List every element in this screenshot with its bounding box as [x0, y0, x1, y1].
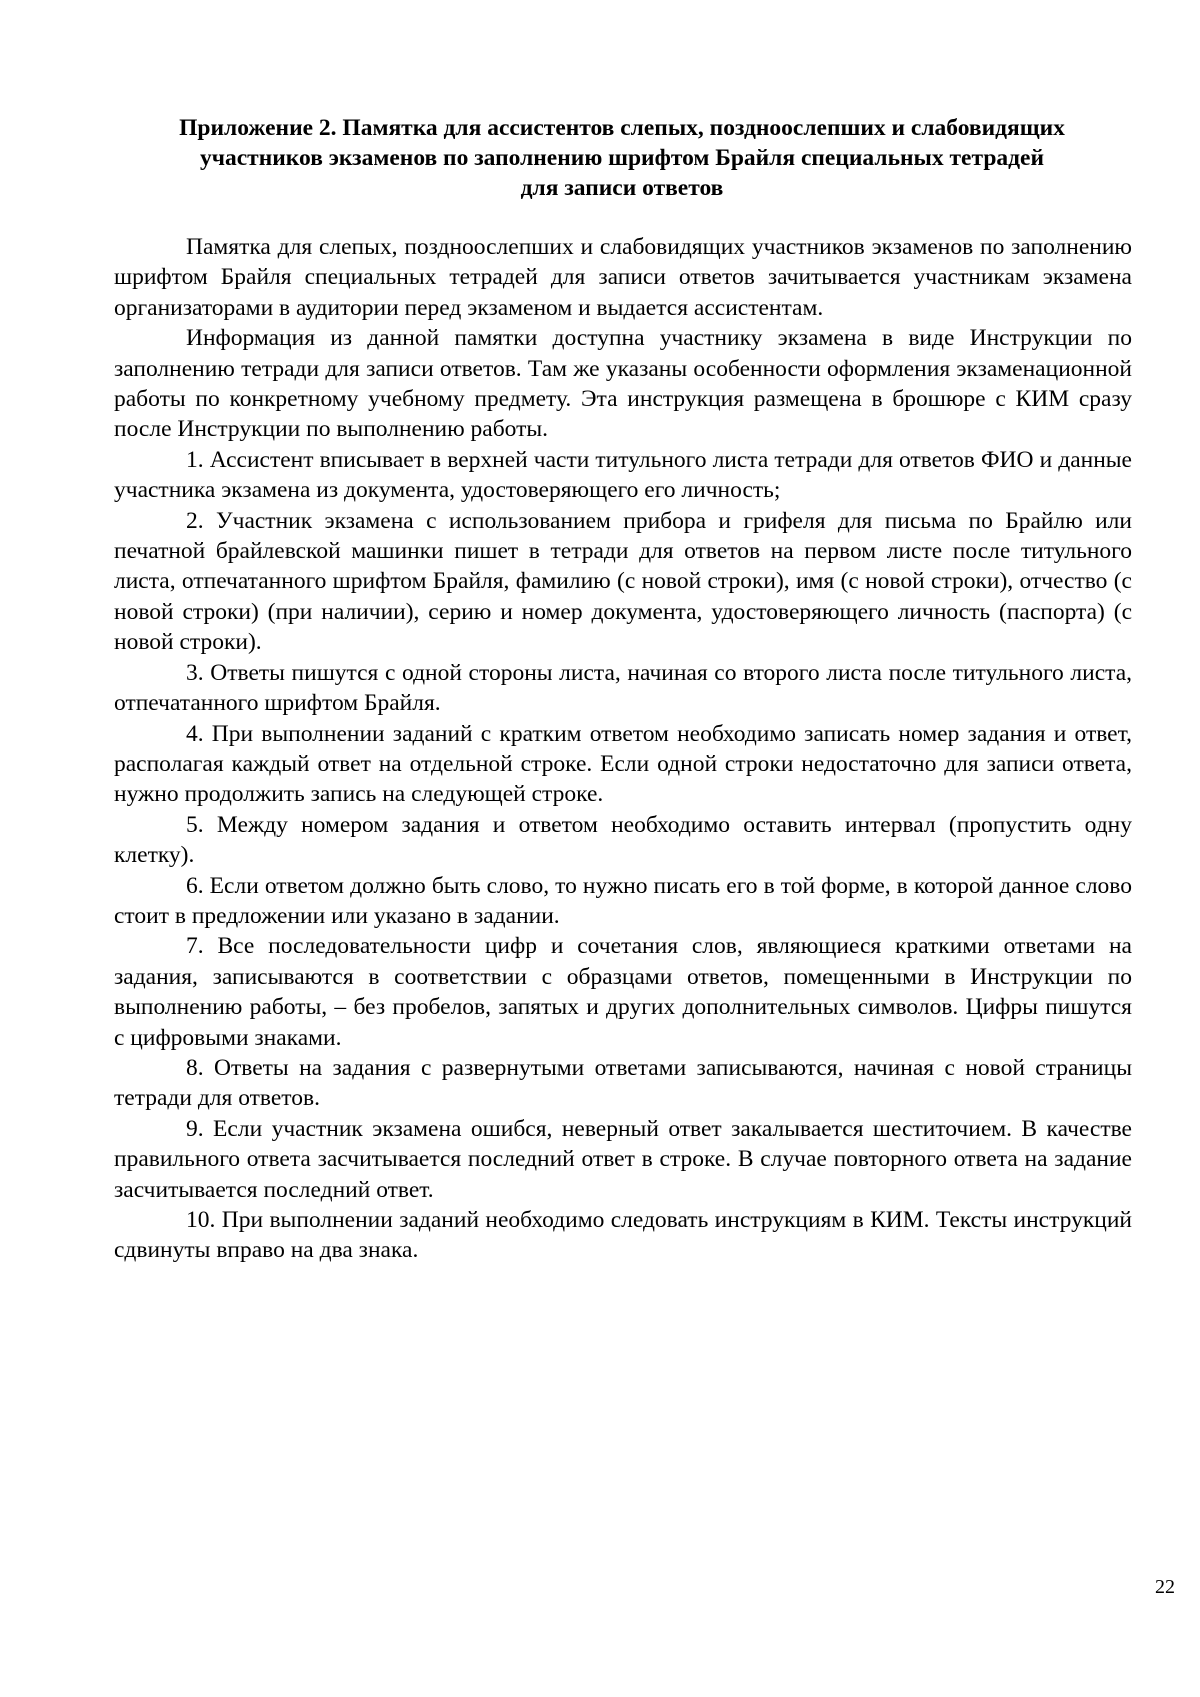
- instruction-item-8: 8. Ответы на задания с развернутыми ответами записываются, начиная с новой страницы тетради для ответов.: [114, 1054, 1132, 1112]
- document-body: [114, 232, 1132, 1266]
- page-number: 22: [1155, 1576, 1175, 1598]
- instruction-item-5: 5. Между номером задания и ответом необходимо оставить интервал (пропустить одну клетку).: [114, 811, 1132, 869]
- instruction-item-3: 3. Ответы пишутся с одной стороны листа, начиная со второго листа после титульного листа, отпечатанного шрифтом Брайля.: [114, 659, 1132, 717]
- title-line: участников экзаменов по заполнению шрифтом Брайля специальных тетрадей: [200, 145, 1044, 171]
- info-paragraph: Информация из данной памятки доступна участнику экзамена в виде Инструкции по заполнению тетради для записи ответов. Там же указаны особенности оформления экзаменационной работы по конкретному учебному предмету. Эта инструкция размещена в брошюре с КИМ сразу после Инструкции по выполнению работы.: [114, 325, 1132, 443]
- title-line: Приложение 2. Памятка для ассистентов слепых, поздноослепших и слабовидящих: [179, 115, 1065, 141]
- instruction-item-6: 6. Если ответом должно быть слово, то нужно писать его в той форме, в которой данное слово стоит в предложении или указано в задании.: [114, 872, 1132, 929]
- instruction-item-4: 4. При выполнении заданий с кратким ответом необходимо записать номер задания и ответ, располагая каждый ответ на отдельной строке. Если одной строки недостаточно для записи ответа, нужно продолжить запись на следующей строке.: [114, 720, 1132, 808]
- instruction-item-10: 10. При выполнении заданий необходимо следовать инструкциям в КИМ. Тексты инструкций сдвинуты вправо на два знака.: [114, 1207, 1132, 1264]
- instruction-item-7: 7. Все последовательности цифр и сочетания слов, являющиеся краткими ответами на задания, записываются в соответствии с образцами ответов, помещенными в Инструкции по выполнению работы, – без пробелов, запятых и других дополнительных символов. Цифры пишутся с цифровыми знаками.: [114, 933, 1132, 1051]
- document-title: [112, 113, 1132, 203]
- title-line: для записи ответов: [520, 175, 724, 201]
- instruction-item-9: 9. Если участник экзамена ошибся, неверный ответ закалывается шеститочием. В качестве правильного ответа засчитывается последний ответ в строке. В случае повторного ответа на задание засчитывается последний ответ.: [114, 1115, 1132, 1203]
- intro-paragraph: Памятка для слепых, поздноослепших и слабовидящих участников экзаменов по заполнению шрифтом Брайля специальных тетрадей для записи ответов зачитывается участникам экзамена организаторами в аудитории перед экзаменом и выдается ассистентам.: [114, 234, 1132, 321]
- instruction-item-2: 2. Участник экзамена с использованием прибора и грифеля для письма по Брайлю или печатной брайлевской машинки пишет в тетради для ответов на первом листе после титульного листа, отпечатанного шрифтом Брайля, фамилию (с новой строки), имя (с новой строки), отчество (с новой строки) (при наличии), серию и номер документа, удостоверяющего личность (паспорта) (с новой строки).: [114, 507, 1132, 656]
- instruction-item-1: 1. Ассистент вписывает в верхней части титульного листа тетради для ответов ФИО и данные участника экзамена из документа, удостоверяющего его личность;: [114, 446, 1132, 504]
